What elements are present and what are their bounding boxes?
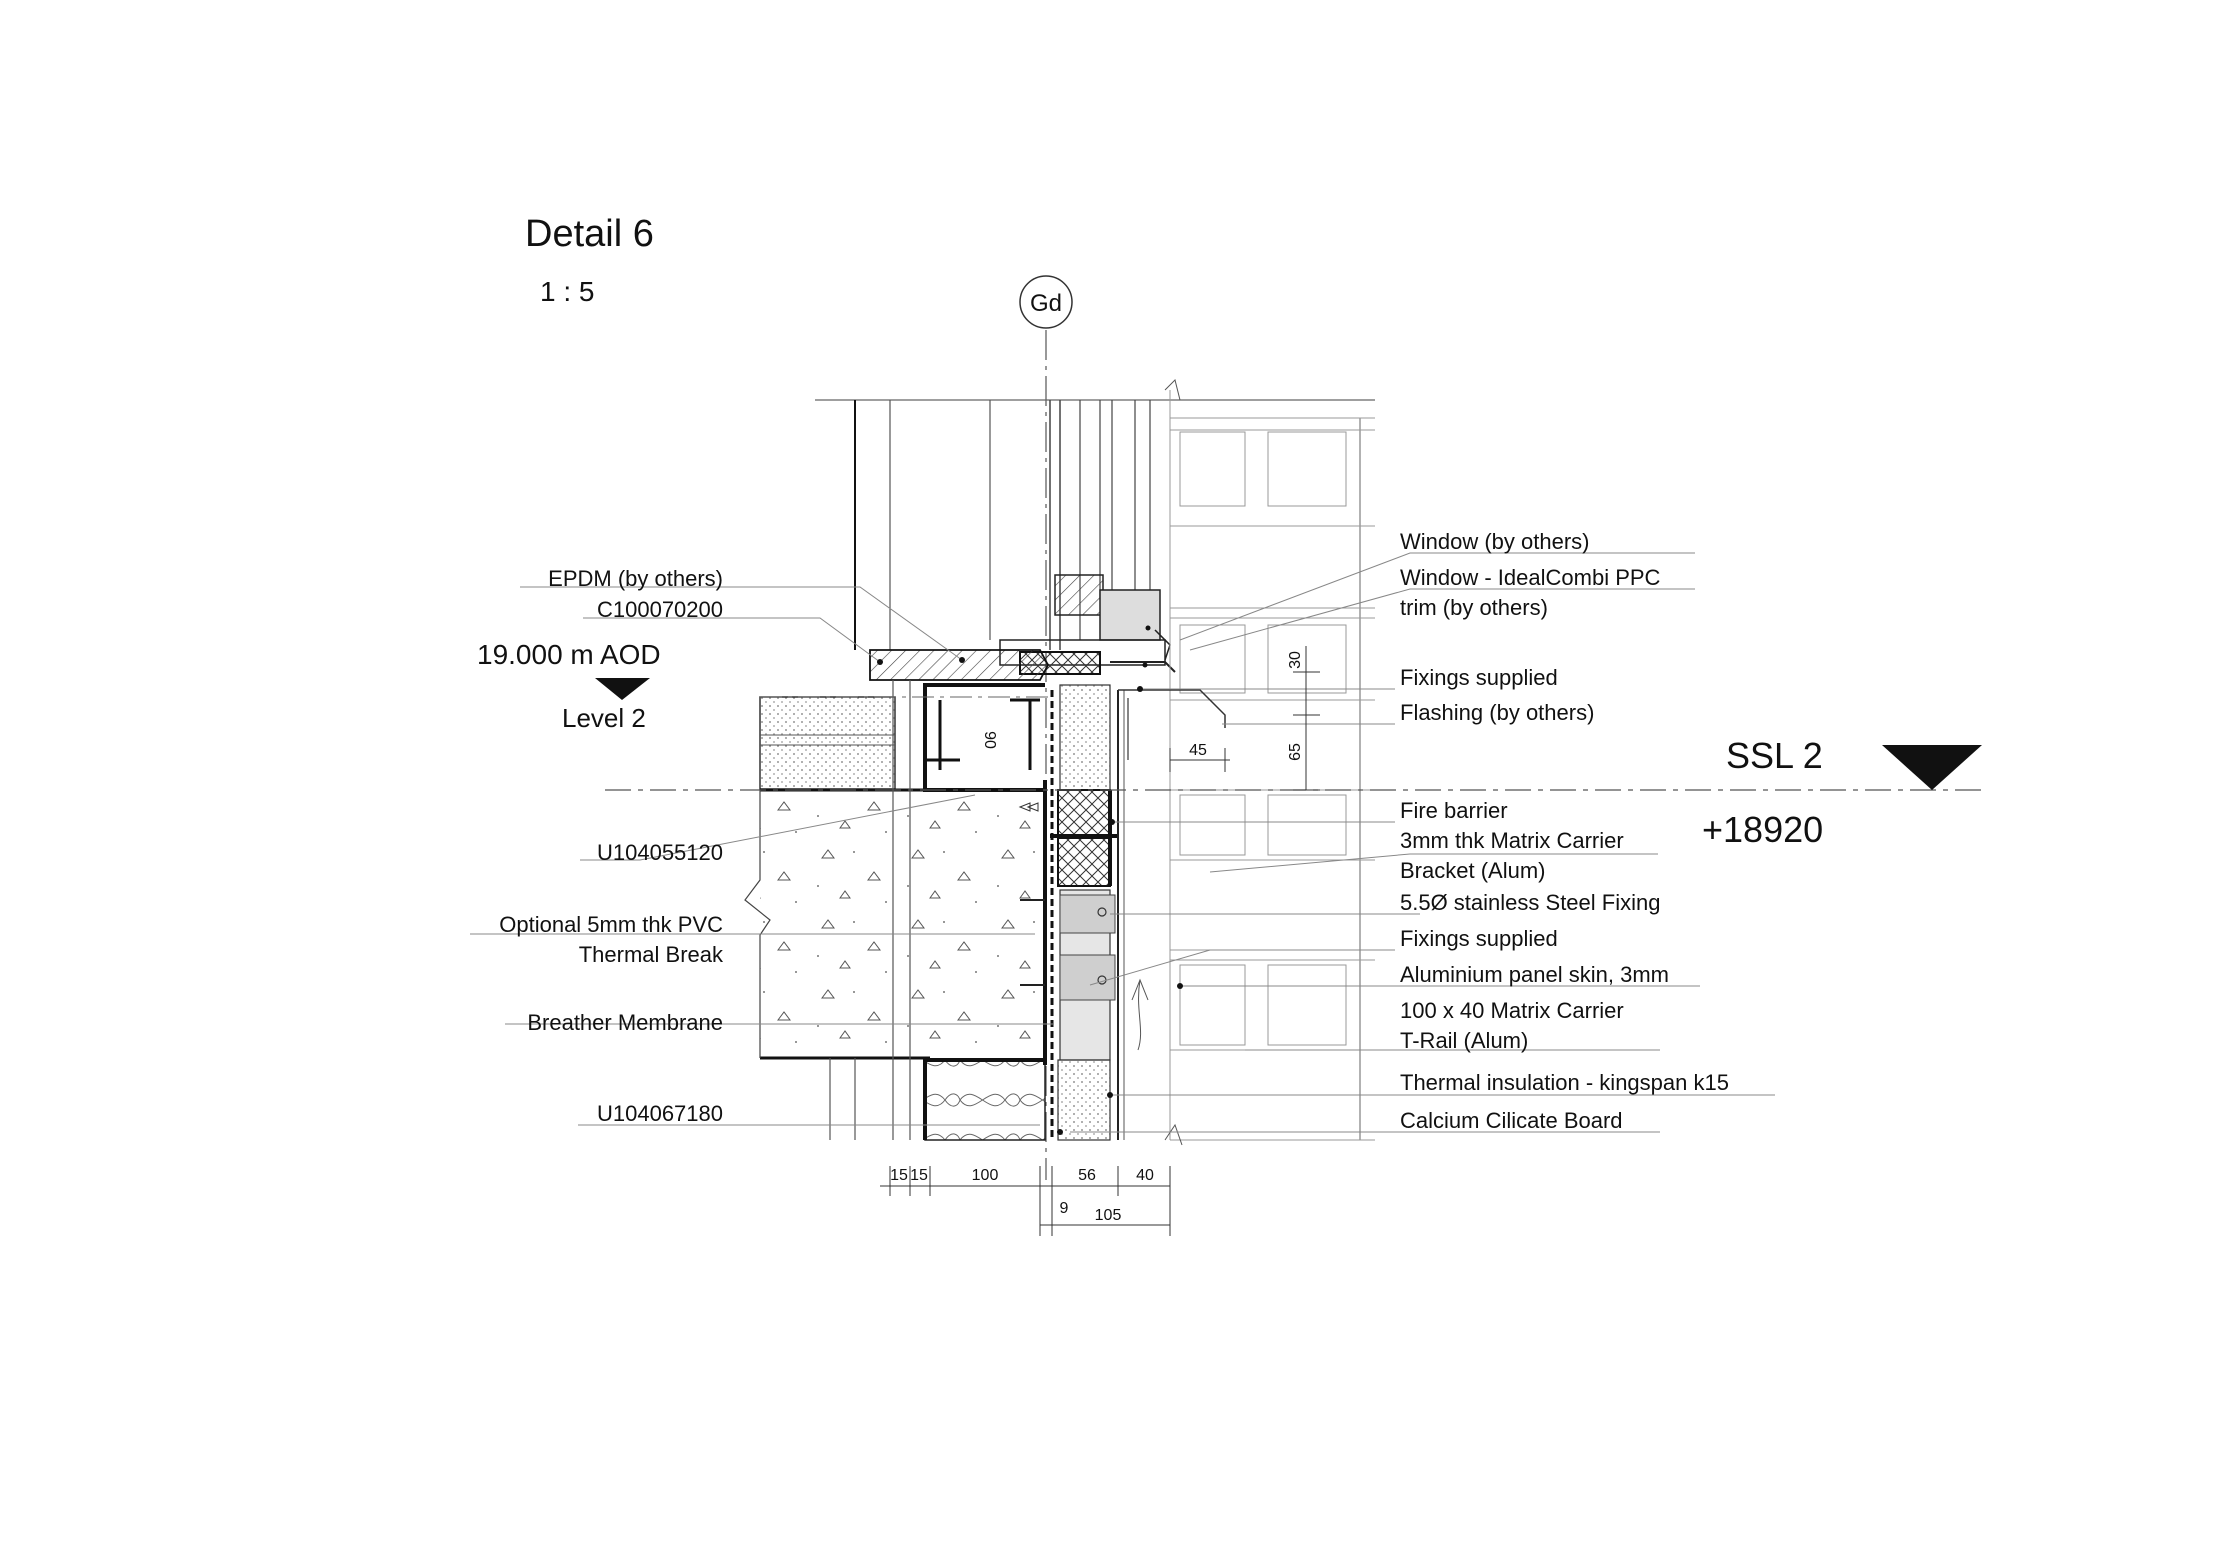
aod-level-triangle [595,678,650,700]
label-matrix-carrier-2: Bracket (Alum) [1400,858,1546,883]
label-fixings-supplied-top: Fixings supplied [1400,665,1558,690]
floor-slab [745,697,1045,1058]
level-name: Level 2 [562,703,646,733]
ssl-level-value: +18920 [1702,809,1824,850]
label-pvc-thermal-break-2: Thermal Break [578,942,723,967]
detail-scale: 1 : 5 [540,276,595,307]
level-markers [477,639,1982,850]
label-window: Window (by others) [1400,529,1590,554]
label-aluminium-skin: Aluminium panel skin, 3mm [1400,962,1669,987]
label-fire-barrier: Fire barrier [1400,798,1508,823]
window-assembly [815,400,1375,674]
dim-15-b: 15 [910,1167,928,1184]
ssl-level-name: SSL 2 [1726,735,1823,776]
dim-40: 40 [1136,1167,1154,1184]
panel-elevation [1165,380,1375,1145]
ssl-level-triangle [1882,745,1982,790]
aod-level-label: 19.000 m AOD [477,639,661,670]
label-breather-membrane: Breather Membrane [527,1010,723,1035]
label-epdm: EPDM (by others) [548,566,723,591]
label-calcium-board: Calcium Cilicate Board [1400,1108,1623,1133]
dim-65: 65 [1287,743,1304,761]
label-steel-fixing: 5.5Ø stainless Steel Fixing [1400,890,1661,915]
label-u104067180: U104067180 [596,1101,723,1126]
dim-45: 45 [1189,742,1207,759]
dim-9: 9 [1059,1200,1069,1217]
label-fixings-supplied-bottom: Fixings supplied [1400,926,1558,951]
dim-100: 100 [971,1167,999,1184]
label-pvc-thermal-break-1: Optional 5mm thk PVC [499,912,723,937]
dim-56: 56 [1078,1167,1096,1184]
label-thermal-insulation: Thermal insulation - kingspan k15 [1400,1070,1729,1095]
label-window-trim-2: trim (by others) [1400,595,1548,620]
detail-title: Detail 6 [525,213,654,255]
label-c100070200: C100070200 [596,597,723,622]
label-window-trim-1: Window - IdealCombi PPC [1400,565,1661,590]
label-t-rail-2: T-Rail (Alum) [1400,1028,1529,1053]
dim-30: 30 [1287,651,1304,669]
dim-105: 105 [1094,1207,1122,1224]
label-t-rail-1: 100 x 40 Matrix Carrier [1400,998,1624,1023]
label-matrix-carrier-1: 3mm thk Matrix Carrier [1400,828,1624,853]
grid-label: Gd [1029,290,1063,317]
title-block [525,213,654,307]
label-u104055120: U104055120 [596,840,723,865]
right-annotations [1400,529,1729,1133]
dim-15-a: 15 [890,1167,908,1184]
dim-channel-90: 90 [981,731,998,749]
label-flashing: Flashing (by others) [1400,700,1595,725]
